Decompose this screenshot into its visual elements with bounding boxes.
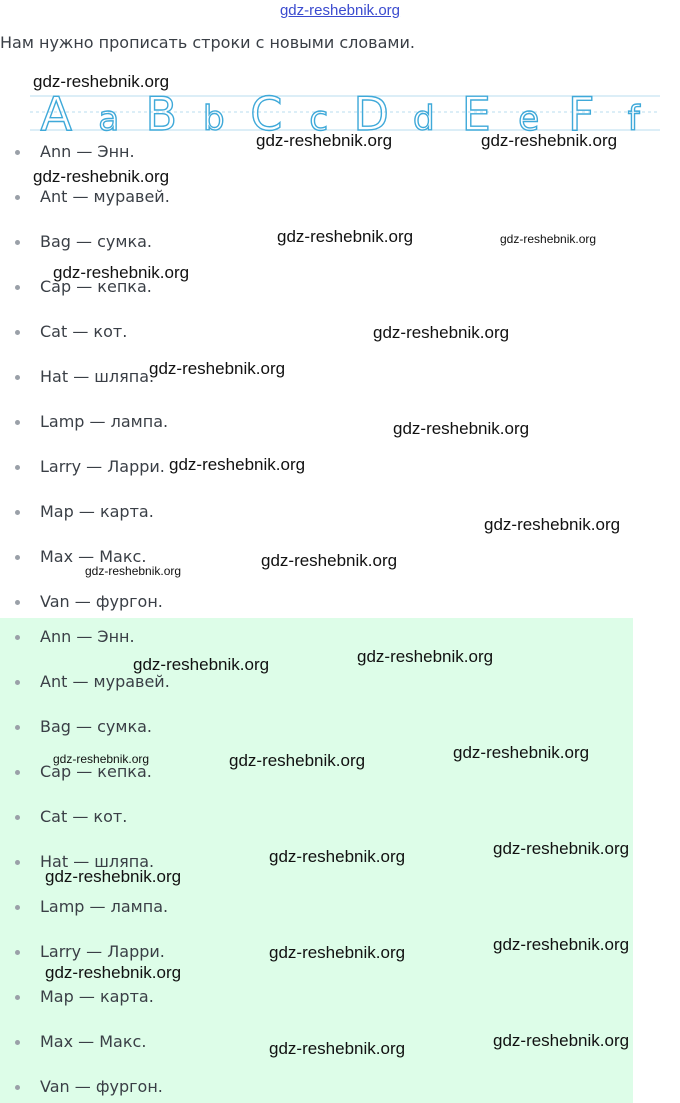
list-item-text: Ant — муравей. — [40, 187, 170, 206]
list-item-text: Max — Макс. — [40, 1032, 147, 1051]
watermark: gdz-reshebnik.org — [493, 935, 630, 954]
bullet-icon — [15, 420, 20, 425]
list-item-text: Larry — Ларри. — [40, 457, 165, 476]
watermark: gdz-reshebnik.org — [33, 167, 170, 186]
watermark: gdz-reshebnik.org — [229, 751, 366, 770]
copybook-letter: f — [627, 99, 640, 138]
watermark: gdz-reshebnik.org — [357, 647, 494, 666]
bullet-icon — [15, 995, 20, 1000]
watermark: gdz-reshebnik.org — [269, 943, 406, 962]
list-item-text: Van — фургон. — [40, 592, 163, 611]
copybook-letter: e — [518, 99, 540, 138]
watermark: gdz-reshebnik.org — [85, 564, 182, 578]
bullet-icon — [15, 150, 20, 155]
bullet-icon — [15, 725, 20, 730]
bullet-icon — [15, 1085, 20, 1090]
watermark: gdz-reshebnik.org — [53, 752, 150, 766]
bullet-icon — [15, 770, 20, 775]
list-item-text: Ant — муравей. — [40, 672, 170, 691]
bullet-icon — [15, 375, 20, 380]
watermark: gdz-reshebnik.org — [45, 867, 182, 886]
bullet-icon — [15, 680, 20, 685]
list-item-text: Hat — шляпа. — [40, 367, 155, 386]
watermark: gdz-reshebnik.org — [45, 963, 182, 982]
list-item-text: Map — карта. — [40, 502, 154, 521]
bullet-icon — [15, 555, 20, 560]
watermark: gdz-reshebnik.org — [269, 847, 406, 866]
list-item-text: Lamp — лампа. — [40, 897, 169, 916]
list-item-text: Hat — шляпа. — [40, 852, 155, 871]
list-item-text: Map — карта. — [40, 987, 154, 1006]
bullet-icon — [15, 905, 20, 910]
bullet-icon — [15, 860, 20, 865]
watermark: gdz-reshebnik.org — [256, 131, 393, 150]
list-item-text: Bag — сумка. — [40, 717, 152, 736]
watermark: gdz-reshebnik.org — [149, 359, 286, 378]
copybook-letter: a — [98, 99, 120, 138]
bullet-icon — [15, 815, 20, 820]
list-item-text: Cap — кепка. — [40, 277, 152, 296]
watermark: gdz-reshebnik.org — [53, 263, 190, 282]
watermark: gdz-reshebnik.org — [481, 131, 618, 150]
copybook-letter: E — [461, 87, 491, 138]
copybook-letter: b — [202, 99, 225, 138]
bullet-icon — [15, 330, 20, 335]
copybook-letter: C — [250, 87, 283, 138]
bullet-icon — [15, 635, 20, 640]
list-item-text: Cat — кот. — [40, 807, 128, 826]
watermark: gdz-reshebnik.org — [453, 743, 590, 762]
bullet-icon — [15, 285, 20, 290]
copybook-letter: c — [309, 99, 329, 138]
bullet-icon — [15, 1040, 20, 1045]
list-item-text: Larry — Ларри. — [40, 942, 165, 961]
list-item-text: Van — фургон. — [40, 1077, 163, 1096]
bullet-icon — [15, 950, 20, 955]
list-item-text: Cat — кот. — [40, 322, 128, 341]
list-item-text: Bag — сумка. — [40, 232, 152, 251]
watermark: gdz-reshebnik.org — [277, 227, 414, 246]
list-item-text: Lamp — лампа. — [40, 412, 169, 431]
watermark: gdz-reshebnik.org — [393, 419, 530, 438]
bullet-icon — [15, 600, 20, 605]
watermark: gdz-reshebnik.org — [133, 655, 270, 674]
watermark: gdz-reshebnik.org — [33, 72, 170, 91]
watermark: gdz-reshebnik.org — [493, 839, 630, 858]
copybook-letter: B — [145, 87, 178, 138]
copybook-letter: A — [40, 87, 72, 138]
intro-text: Нам нужно прописать строки с новыми словами. — [0, 33, 415, 52]
copybook-letter: D — [353, 87, 389, 138]
watermark: gdz-reshebnik.org — [169, 455, 306, 474]
watermark: gdz-reshebnik.org — [493, 1031, 630, 1050]
bullet-icon — [15, 510, 20, 515]
bullet-icon — [15, 195, 20, 200]
list-item-text: Ann — Энн. — [40, 142, 135, 161]
watermark: gdz-reshebnik.org — [261, 551, 398, 570]
watermark: gdz-reshebnik.org — [269, 1039, 406, 1058]
copybook-letter: F — [568, 87, 595, 138]
bullet-icon — [15, 465, 20, 470]
list-item-text: Ann — Энн. — [40, 627, 135, 646]
copybook-letter: d — [412, 99, 435, 138]
watermark: gdz-reshebnik.org — [500, 232, 597, 246]
site-link[interactable]: gdz-reshebnik.org — [279, 2, 401, 19]
list-item-text: Max — Макс. — [40, 547, 147, 566]
bullet-icon — [15, 240, 20, 245]
watermark: gdz-reshebnik.org — [373, 323, 510, 342]
watermark: gdz-reshebnik.org — [484, 515, 621, 534]
list-item-text: Cap — кепка. — [40, 762, 152, 781]
